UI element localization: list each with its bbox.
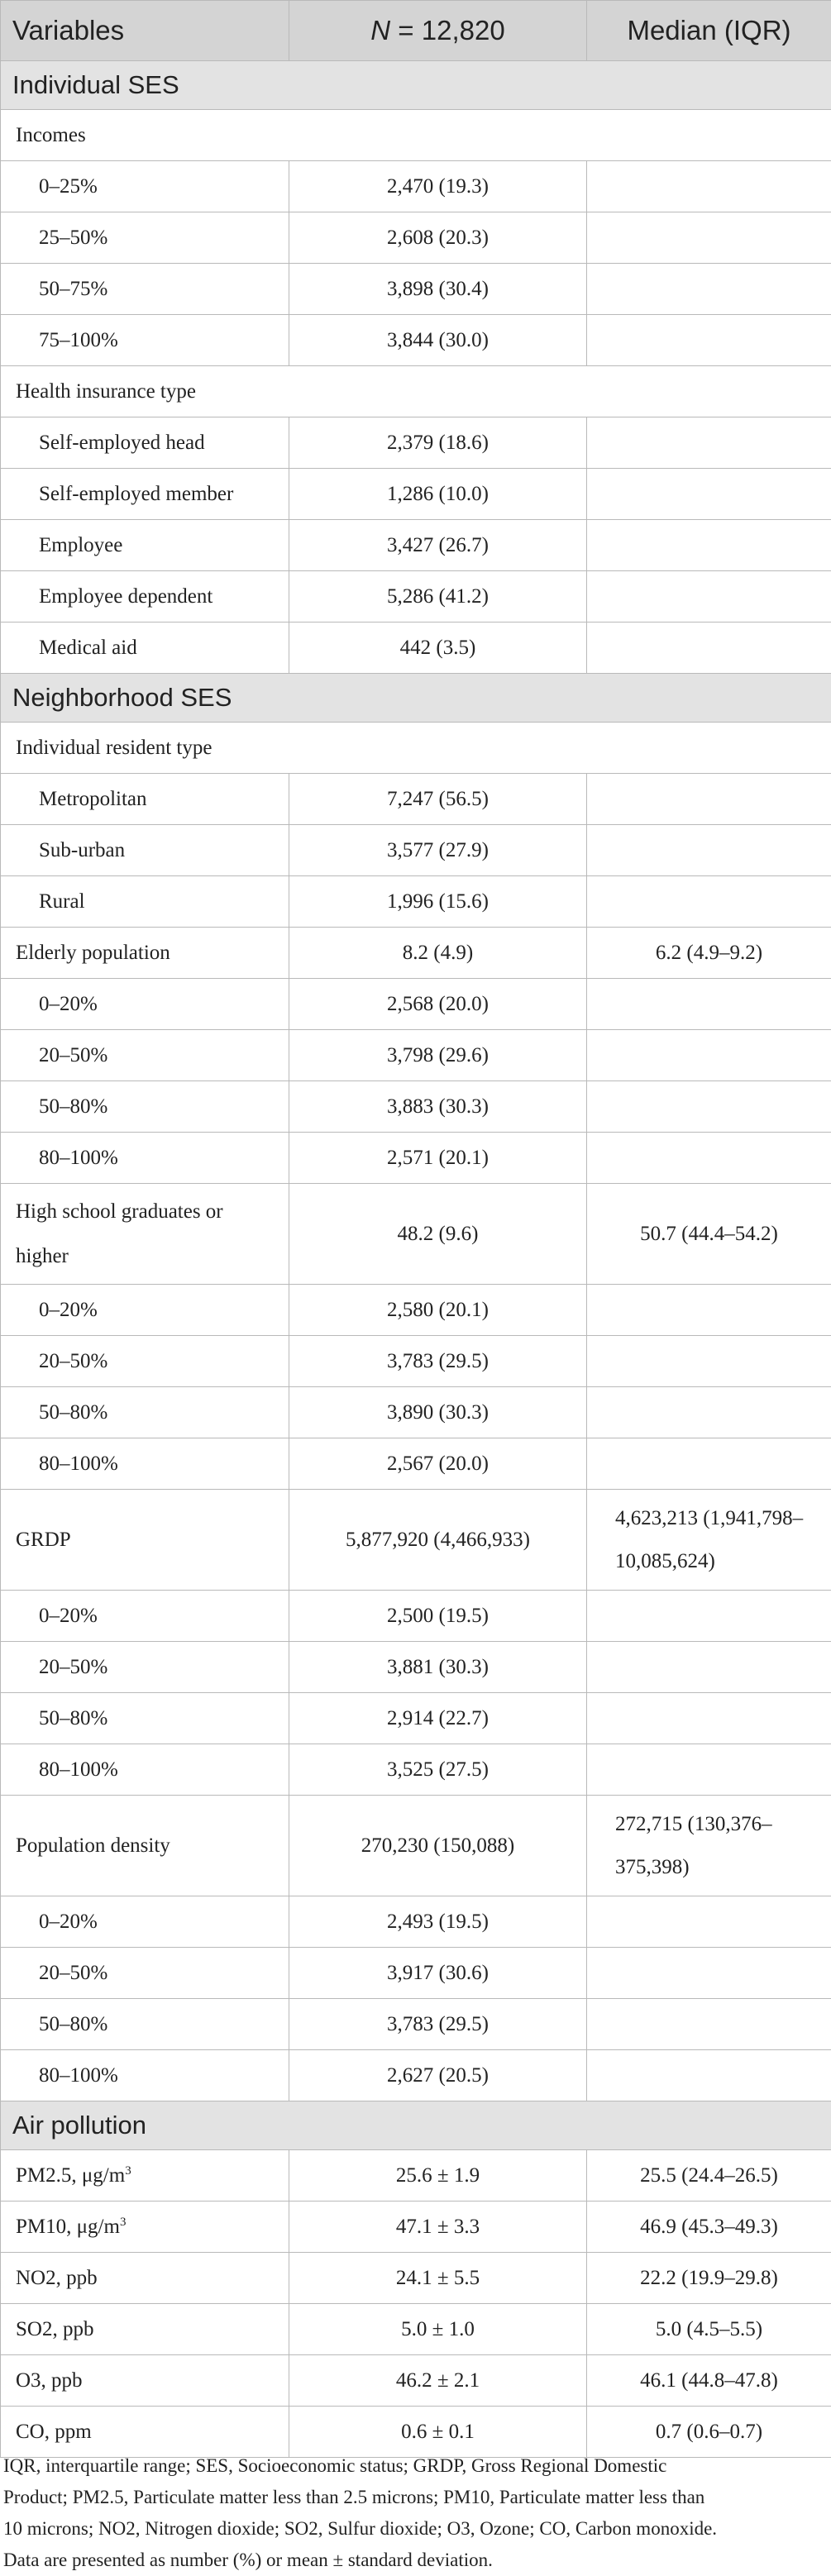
table-row — [1, 1999, 831, 2050]
row-value: 2,580 (20.1) — [289, 1285, 587, 1336]
row-value: 2,493 (19.5) — [289, 1896, 587, 1948]
row-value: 46.2 ± 2.1 — [289, 2355, 587, 2407]
row-label: 75–100% — [1, 315, 289, 366]
table-row — [1, 623, 831, 674]
row-value: 3,427 (26.7) — [289, 520, 587, 571]
table-row — [1, 1744, 831, 1796]
header-variables: Variables — [1, 1, 289, 61]
group-label-incomes: Incomes — [1, 110, 831, 161]
row-median — [587, 264, 831, 315]
row-median — [587, 1030, 831, 1081]
row-value: 47.1 ± 3.3 — [289, 2202, 587, 2253]
row-median-line1: 272,715 (130,376– — [615, 1813, 772, 1835]
header-n-count: = 12,820 — [390, 15, 505, 45]
row-median — [587, 1896, 831, 1948]
table-row — [1, 723, 831, 774]
row-label: 50–80% — [1, 1693, 289, 1744]
row-label: 0–20% — [1, 1285, 289, 1336]
row-value: 2,567 (20.0) — [289, 1438, 587, 1490]
header-n-symbol: N — [370, 15, 390, 45]
row-label: 0–25% — [1, 161, 289, 212]
row-value: 48.2 (9.6) — [289, 1184, 587, 1285]
row-value: 442 (3.5) — [289, 623, 587, 674]
row-value: 8.2 (4.9) — [289, 928, 587, 979]
table-row — [1, 2150, 831, 2202]
row-label: 50–80% — [1, 1387, 289, 1438]
table-row — [1, 1285, 831, 1336]
row-median — [587, 1591, 831, 1642]
row-median — [587, 1285, 831, 1336]
table-row — [1, 825, 831, 876]
row-median — [587, 1387, 831, 1438]
row-median: 46.9 (45.3–49.3) — [587, 2202, 831, 2253]
row-median — [587, 1642, 831, 1693]
row-value: 1,286 (10.0) — [289, 469, 587, 520]
table-row — [1, 979, 831, 1030]
row-value: 3,577 (27.9) — [289, 825, 587, 876]
table-row — [1, 1081, 831, 1133]
footnote-line: 10 microns; NO2, Nitrogen dioxide; SO2, Sulfur dioxide; O3, Ozone; CO, Carbon monoxide. — [3, 2513, 826, 2545]
table-row — [1, 417, 831, 469]
table-row — [1, 1336, 831, 1387]
row-value: 5,877,920 (4,466,933) — [289, 1490, 587, 1591]
table-row — [1, 1693, 831, 1744]
footnote-line: Product; PM2.5, Particulate matter less than 2.5 microns; PM10, Particulate matter less than — [3, 2482, 826, 2513]
section-individual-ses: Individual SES — [1, 61, 831, 110]
row-label: Rural — [1, 876, 289, 928]
row-median — [587, 1081, 831, 1133]
row-median — [587, 417, 831, 469]
footnote-line: IQR, interquartile range; SES, Socioeconomic status; GRDP, Gross Regional Domestic — [3, 2450, 826, 2482]
row-value: 25.6 ± 1.9 — [289, 2150, 587, 2202]
row-value: 270,230 (150,088) — [289, 1796, 587, 1896]
row-label: 0–20% — [1, 1591, 289, 1642]
row-value: 3,898 (30.4) — [289, 264, 587, 315]
row-label: Self-employed member — [1, 469, 289, 520]
table-row — [1, 161, 831, 212]
row-median — [587, 1744, 831, 1796]
row-label: Self-employed head — [1, 417, 289, 469]
section-row — [1, 674, 831, 723]
row-median: 0.7 (0.6–0.7) — [587, 2407, 831, 2458]
row-value: 3,917 (30.6) — [289, 1948, 587, 1999]
row-label: Population density — [1, 1796, 289, 1896]
row-label: Metropolitan — [1, 774, 289, 825]
row-label-pm25 — [1, 2150, 289, 2202]
table-row — [1, 2050, 831, 2101]
row-median — [587, 774, 831, 825]
table-row — [1, 1490, 831, 1591]
row-median — [587, 1948, 831, 1999]
table-row — [1, 2304, 831, 2355]
row-label-co: CO, ppm — [1, 2407, 289, 2458]
row-median — [587, 161, 831, 212]
row-median: 50.7 (44.4–54.2) — [587, 1184, 831, 1285]
row-label-line1: High school graduates or — [16, 1200, 223, 1223]
row-value: 2,500 (19.5) — [289, 1591, 587, 1642]
row-median — [587, 212, 831, 264]
table-row — [1, 2253, 831, 2304]
row-median: 46.1 (44.8–47.8) — [587, 2355, 831, 2407]
section-air-pollution: Air pollution — [1, 2101, 831, 2150]
header-n — [289, 1, 587, 61]
row-value: 5.0 ± 1.0 — [289, 2304, 587, 2355]
row-value: 3,525 (27.5) — [289, 1744, 587, 1796]
row-median — [587, 315, 831, 366]
row-median: 6.2 (4.9–9.2) — [587, 928, 831, 979]
row-label: 80–100% — [1, 1133, 289, 1184]
row-label-sup: 3 — [125, 2164, 131, 2178]
footnote-line: Data are presented as number (%) or mean ± standard deviation. — [3, 2545, 826, 2576]
table-row — [1, 876, 831, 928]
row-value: 2,568 (20.0) — [289, 979, 587, 1030]
group-label-insurance: Health insurance type — [1, 366, 831, 417]
row-median — [587, 825, 831, 876]
row-label-sup: 3 — [120, 2216, 127, 2229]
row-value: 3,890 (30.3) — [289, 1387, 587, 1438]
table-row — [1, 1948, 831, 1999]
table-row — [1, 2355, 831, 2407]
row-label: 80–100% — [1, 1744, 289, 1796]
row-label: GRDP — [1, 1490, 289, 1591]
table-row — [1, 520, 831, 571]
table-row — [1, 1030, 831, 1081]
row-median-line1: 4,623,213 (1,941,798– — [615, 1507, 803, 1529]
table-row — [1, 264, 831, 315]
row-value: 2,608 (20.3) — [289, 212, 587, 264]
table-row — [1, 1438, 831, 1490]
row-median — [587, 623, 831, 674]
row-label-text: PM2.5, μg/m — [16, 2164, 125, 2187]
table-row — [1, 2202, 831, 2253]
row-value: 3,783 (29.5) — [289, 1336, 587, 1387]
row-label-so2: SO2, ppb — [1, 2304, 289, 2355]
table-row — [1, 110, 831, 161]
section-row — [1, 2101, 831, 2150]
table-row — [1, 571, 831, 623]
row-median: 25.5 (24.4–26.5) — [587, 2150, 831, 2202]
row-value: 2,379 (18.6) — [289, 417, 587, 469]
row-value: 3,798 (29.6) — [289, 1030, 587, 1081]
table-row — [1, 315, 831, 366]
row-median — [587, 1438, 831, 1490]
row-median — [587, 1336, 831, 1387]
row-median-line2: 10,085,624) — [615, 1550, 715, 1572]
row-label: 50–75% — [1, 264, 289, 315]
row-label: 25–50% — [1, 212, 289, 264]
row-label: 80–100% — [1, 1438, 289, 1490]
section-row — [1, 61, 831, 110]
header-median: Median (IQR) — [587, 1, 831, 61]
row-median — [587, 1693, 831, 1744]
row-value: 3,783 (29.5) — [289, 1999, 587, 2050]
row-label — [1, 1184, 289, 1285]
row-value: 2,571 (20.1) — [289, 1133, 587, 1184]
row-median — [587, 979, 831, 1030]
row-median — [587, 1133, 831, 1184]
row-value: 1,996 (15.6) — [289, 876, 587, 928]
row-median — [587, 571, 831, 623]
row-label: 0–20% — [1, 979, 289, 1030]
table-row — [1, 1184, 831, 1285]
table-row — [1, 366, 831, 417]
row-median — [587, 876, 831, 928]
row-value: 0.6 ± 0.1 — [289, 2407, 587, 2458]
row-label: Elderly population — [1, 928, 289, 979]
row-median — [587, 1796, 831, 1896]
table-row — [1, 1387, 831, 1438]
table-row — [1, 212, 831, 264]
row-median: 5.0 (4.5–5.5) — [587, 2304, 831, 2355]
row-median — [587, 1490, 831, 1591]
row-label: Employee dependent — [1, 571, 289, 623]
row-value: 2,470 (19.3) — [289, 161, 587, 212]
row-median — [587, 2050, 831, 2101]
table-row — [1, 1796, 831, 1896]
row-value: 2,914 (22.7) — [289, 1693, 587, 1744]
table-row — [1, 774, 831, 825]
table-row — [1, 1591, 831, 1642]
row-value: 24.1 ± 5.5 — [289, 2253, 587, 2304]
row-label-text: PM10, μg/m — [16, 2216, 120, 2238]
section-neighborhood-ses: Neighborhood SES — [1, 674, 831, 723]
row-value: 7,247 (56.5) — [289, 774, 587, 825]
table-footnote — [3, 2450, 826, 2576]
row-label: 20–50% — [1, 1336, 289, 1387]
row-value: 3,883 (30.3) — [289, 1081, 587, 1133]
row-median: 22.2 (19.9–29.8) — [587, 2253, 831, 2304]
row-label: 20–50% — [1, 1642, 289, 1693]
row-value: 2,627 (20.5) — [289, 2050, 587, 2101]
row-label-no2: NO2, ppb — [1, 2253, 289, 2304]
table-header-row — [1, 1, 831, 61]
row-value: 3,881 (30.3) — [289, 1642, 587, 1693]
row-label: 20–50% — [1, 1948, 289, 1999]
row-median — [587, 469, 831, 520]
row-median — [587, 1999, 831, 2050]
table-row — [1, 1642, 831, 1693]
row-label-o3: O3, ppb — [1, 2355, 289, 2407]
row-label-pm10 — [1, 2202, 289, 2253]
row-median — [587, 520, 831, 571]
row-label-line2: higher — [16, 1245, 69, 1267]
table-row — [1, 1133, 831, 1184]
row-value: 5,286 (41.2) — [289, 571, 587, 623]
row-label: 80–100% — [1, 2050, 289, 2101]
row-label: 0–20% — [1, 1896, 289, 1948]
row-label: 50–80% — [1, 1081, 289, 1133]
table-row — [1, 469, 831, 520]
row-label: Sub-urban — [1, 825, 289, 876]
row-label: Medical aid — [1, 623, 289, 674]
group-label-resident: Individual resident type — [1, 723, 831, 774]
row-value: 3,844 (30.0) — [289, 315, 587, 366]
table-row — [1, 928, 831, 979]
table-row — [1, 1896, 831, 1948]
row-median-line2: 375,398) — [615, 1856, 690, 1878]
row-label: 20–50% — [1, 1030, 289, 1081]
row-label: 50–80% — [1, 1999, 289, 2050]
row-label: Employee — [1, 520, 289, 571]
